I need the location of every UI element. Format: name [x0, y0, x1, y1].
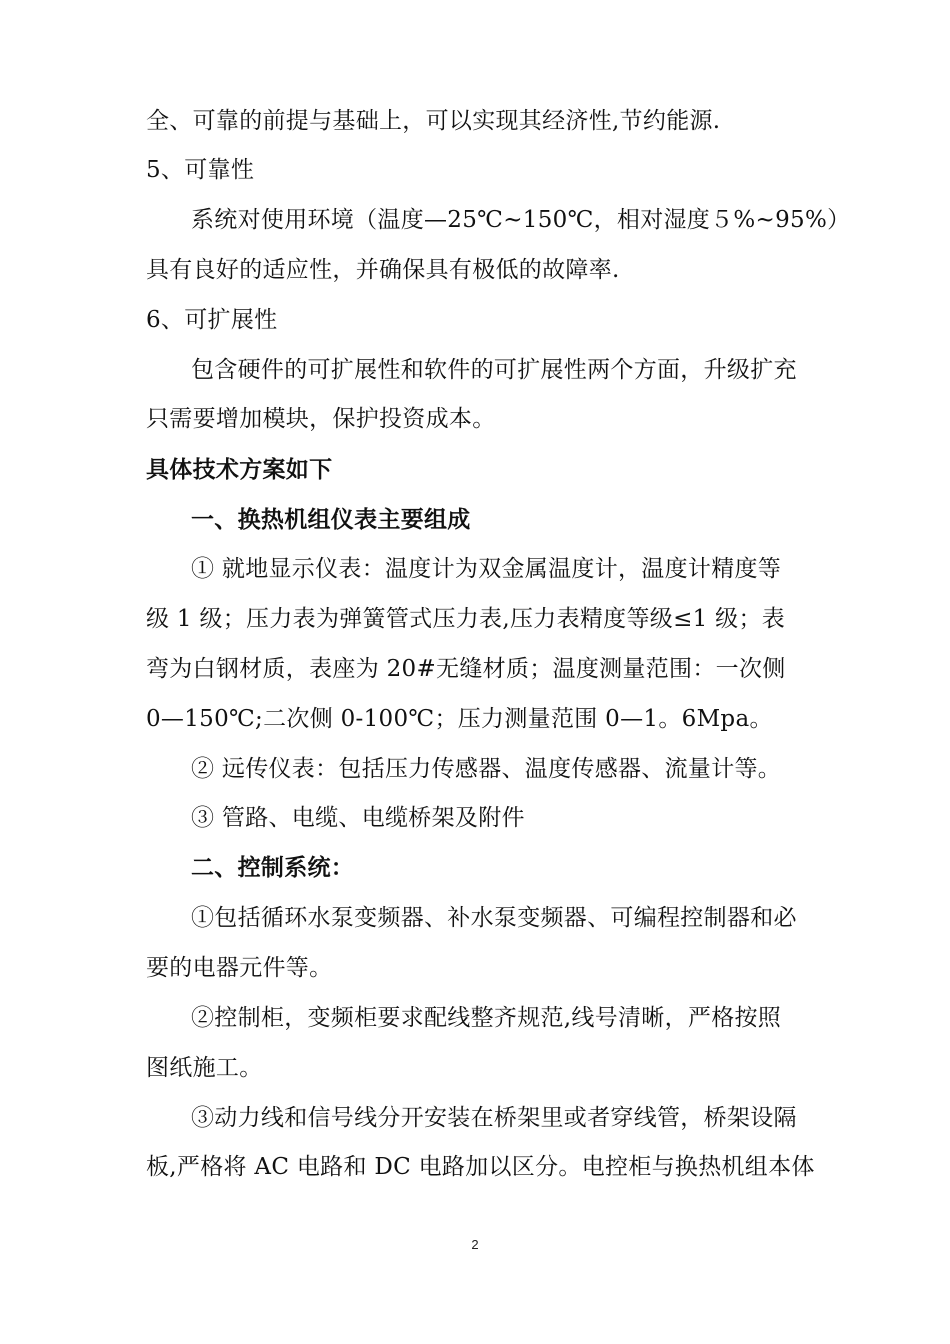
- subheading-control-system: 二、控制系统：: [191, 855, 355, 881]
- subheading-instruments: 一、换热机组仪表主要组成: [191, 507, 471, 533]
- text-line: 0—150℃;二次侧 0-100℃；压力测量范围 0—1。6Mpa。: [146, 706, 773, 732]
- text-line: 具有良好的适应性，并确保具有极低的故障率.: [146, 257, 620, 283]
- section-heading-reliability: 5、可靠性: [146, 157, 255, 183]
- text-line: 弯为白钢材质，表座为 20#无缝材质；温度测量范围：一次侧: [146, 656, 786, 682]
- text-line: 级 1 级；压力表为弹簧管式压力表,压力表精度等级≤1 级；表: [146, 606, 786, 632]
- text-line: 系统对使用环境（温度—25℃~150℃，相对湿度５%~95%）: [191, 207, 851, 233]
- text-line: 只需要增加模块，保护投资成本。: [146, 406, 496, 432]
- text-line: 板,严格将 AC 电路和 DC 电路加以区分。电控柜与换热机组本体: [146, 1154, 815, 1180]
- text-line: 图纸施工。: [146, 1055, 263, 1081]
- text-line: ① 就地显示仪表：温度计为双金属温度计，温度计精度等: [191, 556, 782, 582]
- text-line: ①包括循环水泵变频器、补水泵变频器、可编程控制器和必: [191, 905, 797, 931]
- text-line: 全、可靠的前提与基础上，可以实现其经济性,节约能源.: [146, 108, 721, 134]
- text-line: 要的电器元件等。: [146, 955, 333, 981]
- text-line: 包含硬件的可扩展性和软件的可扩展性两个方面，升级扩充: [191, 357, 797, 383]
- text-line: ② 远传仪表：包括压力传感器、温度传感器、流量计等。: [191, 756, 782, 782]
- section-heading-scalability: 6、可扩展性: [146, 307, 278, 333]
- section-heading-tech-plan: 具体技术方案如下: [146, 457, 333, 483]
- text-line: ③ 管路、电缆、电缆桥架及附件: [191, 805, 525, 831]
- page-number: 2: [471, 1237, 479, 1252]
- text-line: ③动力线和信号线分开安装在桥架里或者穿线管，桥架设隔: [191, 1105, 797, 1131]
- text-line: ②控制柜，变频柜要求配线整齐规范,线号清晰，严格按照: [191, 1005, 782, 1031]
